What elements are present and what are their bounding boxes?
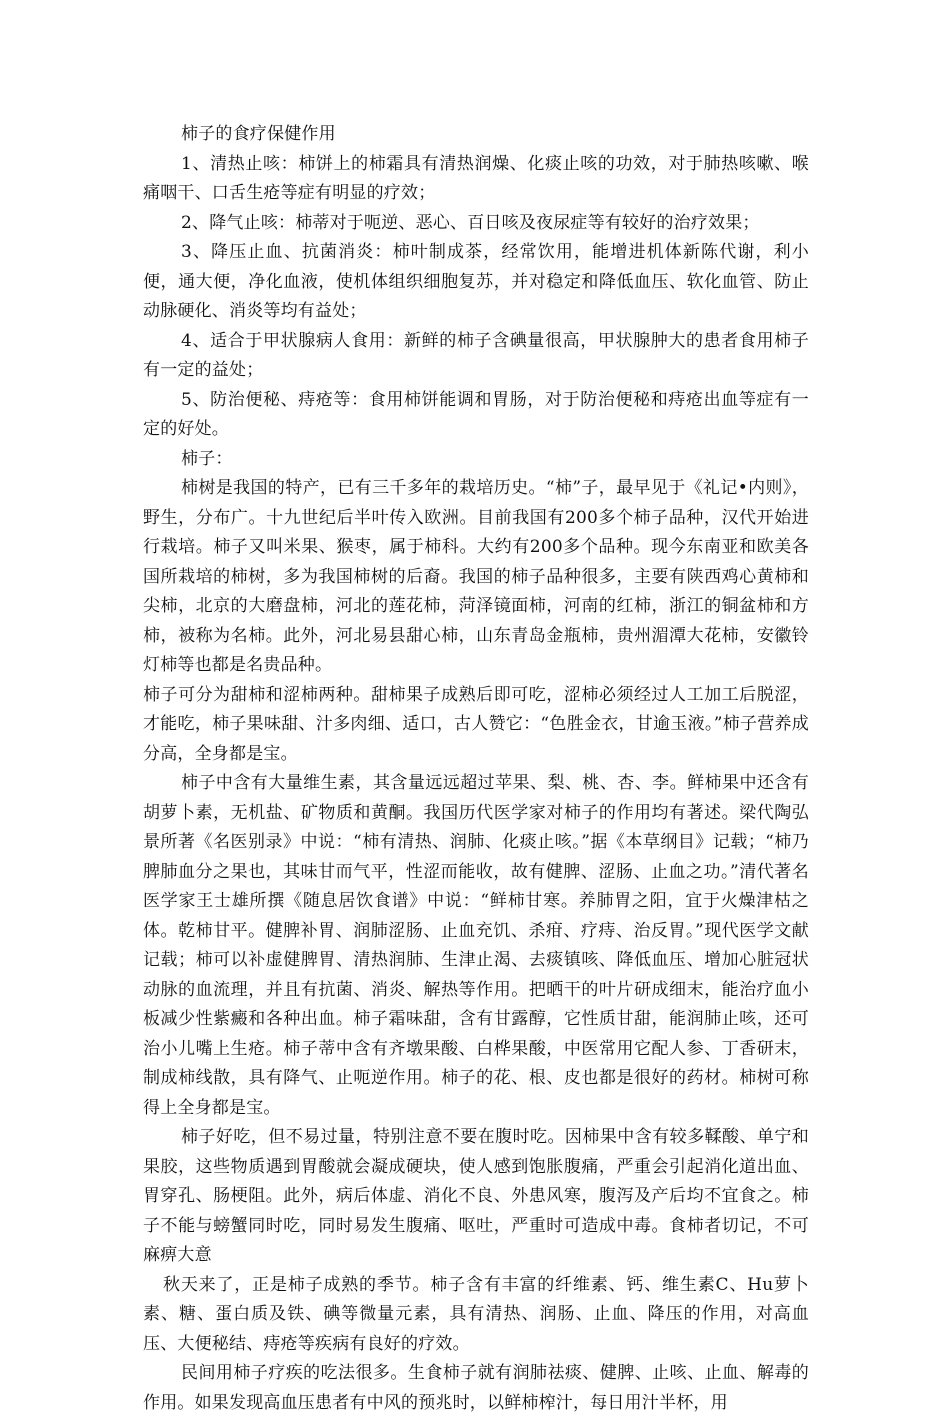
- paragraph: 民间用柿子疗疾的吃法很多。生食柿子就有润肺祛痰、健脾、止咳、止血、解毒的作用。如果发现高血压患者有中风的预兆时，以鲜柿榨汁，每日用汁半杯，用: [143, 1363, 809, 1413]
- paragraph: 1、清热止咳：柿饼上的柿霜具有清热润燥、化痰止咳的功效，对于肺热咳嗽、喉痛咽干、口舌生疮等症有明显的疗效；: [143, 153, 809, 203]
- paragraph: 柿子好吃，但不易过量，特别注意不要在腹时吃。因柿果中含有较多鞣酸、单宁和果胶，这些物质遇到胃酸就会凝成硬块，使人感到饱胀腹痛，严重会引起消化道出血、胃穿孔、肠梗阻。此外，病后体虚、消化不良、外患风寒，腹泻及产后均不宜食之。柿子不能与螃蟹同时吃，同时易发生腹痛、呕吐，严重时可造成中毒。食柿者切记，不可麻痹大意: [143, 1127, 809, 1265]
- paragraph: 3、降压止血、抗菌消炎：柿叶制成茶，经常饮用，能增进机体新陈代谢，利小便，通大便，净化血液，使机体组织细胞复苏，并对稳定和降低血压、软化血管、防止动脉硬化、消炎等均有益处；: [143, 242, 809, 321]
- paragraph: 4、适合于甲状腺病人食用：新鲜的柿子含碘量很高，甲状腺肿大的患者食用柿子有一定的益处；: [143, 330, 809, 380]
- document-page: [143, 120, 809, 1418]
- document-title: 柿子的食疗保健作用: [181, 124, 336, 144]
- paragraph: 秋天来了，正是柿子成熟的季节。柿子含有丰富的纤维素、钙、维生素C、Hu萝卜素、糖、蛋白质及铁、碘等微量元素，具有清热、润肠、止血、降压的作用，对高血压、大便秘结、痔疮等疾病有良好的疗效。: [143, 1274, 809, 1354]
- paragraph: 5、防治便秘、痔疮等：食用柿饼能调和胃肠，对于防治便秘和痔疮出血等症有一定的好处。: [143, 389, 809, 439]
- paragraph: 2、降气止咳：柿蒂对于呃逆、恶心、百日咳及夜尿症等有较好的治疗效果；: [181, 212, 760, 233]
- paragraph: 柿子可分为甜柿和涩柿两种。甜柿果子成熟后即可吃，涩柿必须经过人工加工后脱涩，才能吃，柿子果味甜、汁多肉细、适口，古人赞它：“色胜金衣，甘逾玉液。”柿子营养成分高，全身都是宝。: [143, 684, 809, 764]
- paragraph: 柿树是我国的特产，已有三千多年的栽培历史。“柿”子，最早见于《礼记•内则》，野生，分布广。十九世纪后半叶传入欧洲。目前我国有200多个柿子品种，汉代开始进行栽培。柿子又叫米果、猴枣，属于柿科。大约有200多个品种。现今东南亚和欧美各国所栽培的柿树，多为我国柿树的后裔。我国的柿子品种很多，主要有陕西鸡心黄柿和尖柿，北京的大磨盘柿，河北的莲花柿，菏泽镜面柿，河南的红柿，浙江的铜盆柿和方柿，被称为名柿。此外，河北易县甜心柿，山东青岛金瓶柿，贵州湄潭大花柿，安徽铃灯柿等也都是名贵品种。: [143, 478, 809, 675]
- section-heading: 柿子：: [181, 448, 233, 469]
- paragraph: 柿子中含有大量维生素，其含量远远超过苹果、梨、桃、杏、李。鲜柿果中还含有胡萝卜素，无机盐、矿物质和黄酮。我国历代医学家对柿子的作用均有著述。梁代陶弘景所著《名医别录》中说：“柿有清热、润肺、化痰止咳。”据《本草纲目》记载；“柿乃脾肺血分之果也，其味甘而气平，性涩而能收，故有健脾、涩肠、止血之功。”清代著名医学家王士雄所撰《随息居饮食谱》中说：“鲜柿甘寒。养肺胃之阳，宜于火燥津枯之体。乾柿甘平。健脾补胃、润肺涩肠、止血充饥、杀疳、疗痔、治反胃。”现代医学文献记载；柿可以补虚健脾胃、清热润肺、生津止渴、去痰镇咳、降低血压、增加心脏冠状动脉的血流理，并且有抗菌、消炎、解热等作用。把晒干的叶片研成细末，能治疗血小板减少性紫癜和各种出血。柿子霜味甜，含有甘露醇，它性质甘甜，能润肺止咳，还可治小儿嘴上生疮。柿子蒂中含有齐墩果酸、白桦果酸，中医常用它配人参、丁香研末，制成柿线散，具有降气、止呃逆作用。柿子的花、根、皮也都是很好的药材。柿树可称得上全身都是宝。: [143, 773, 809, 1118]
